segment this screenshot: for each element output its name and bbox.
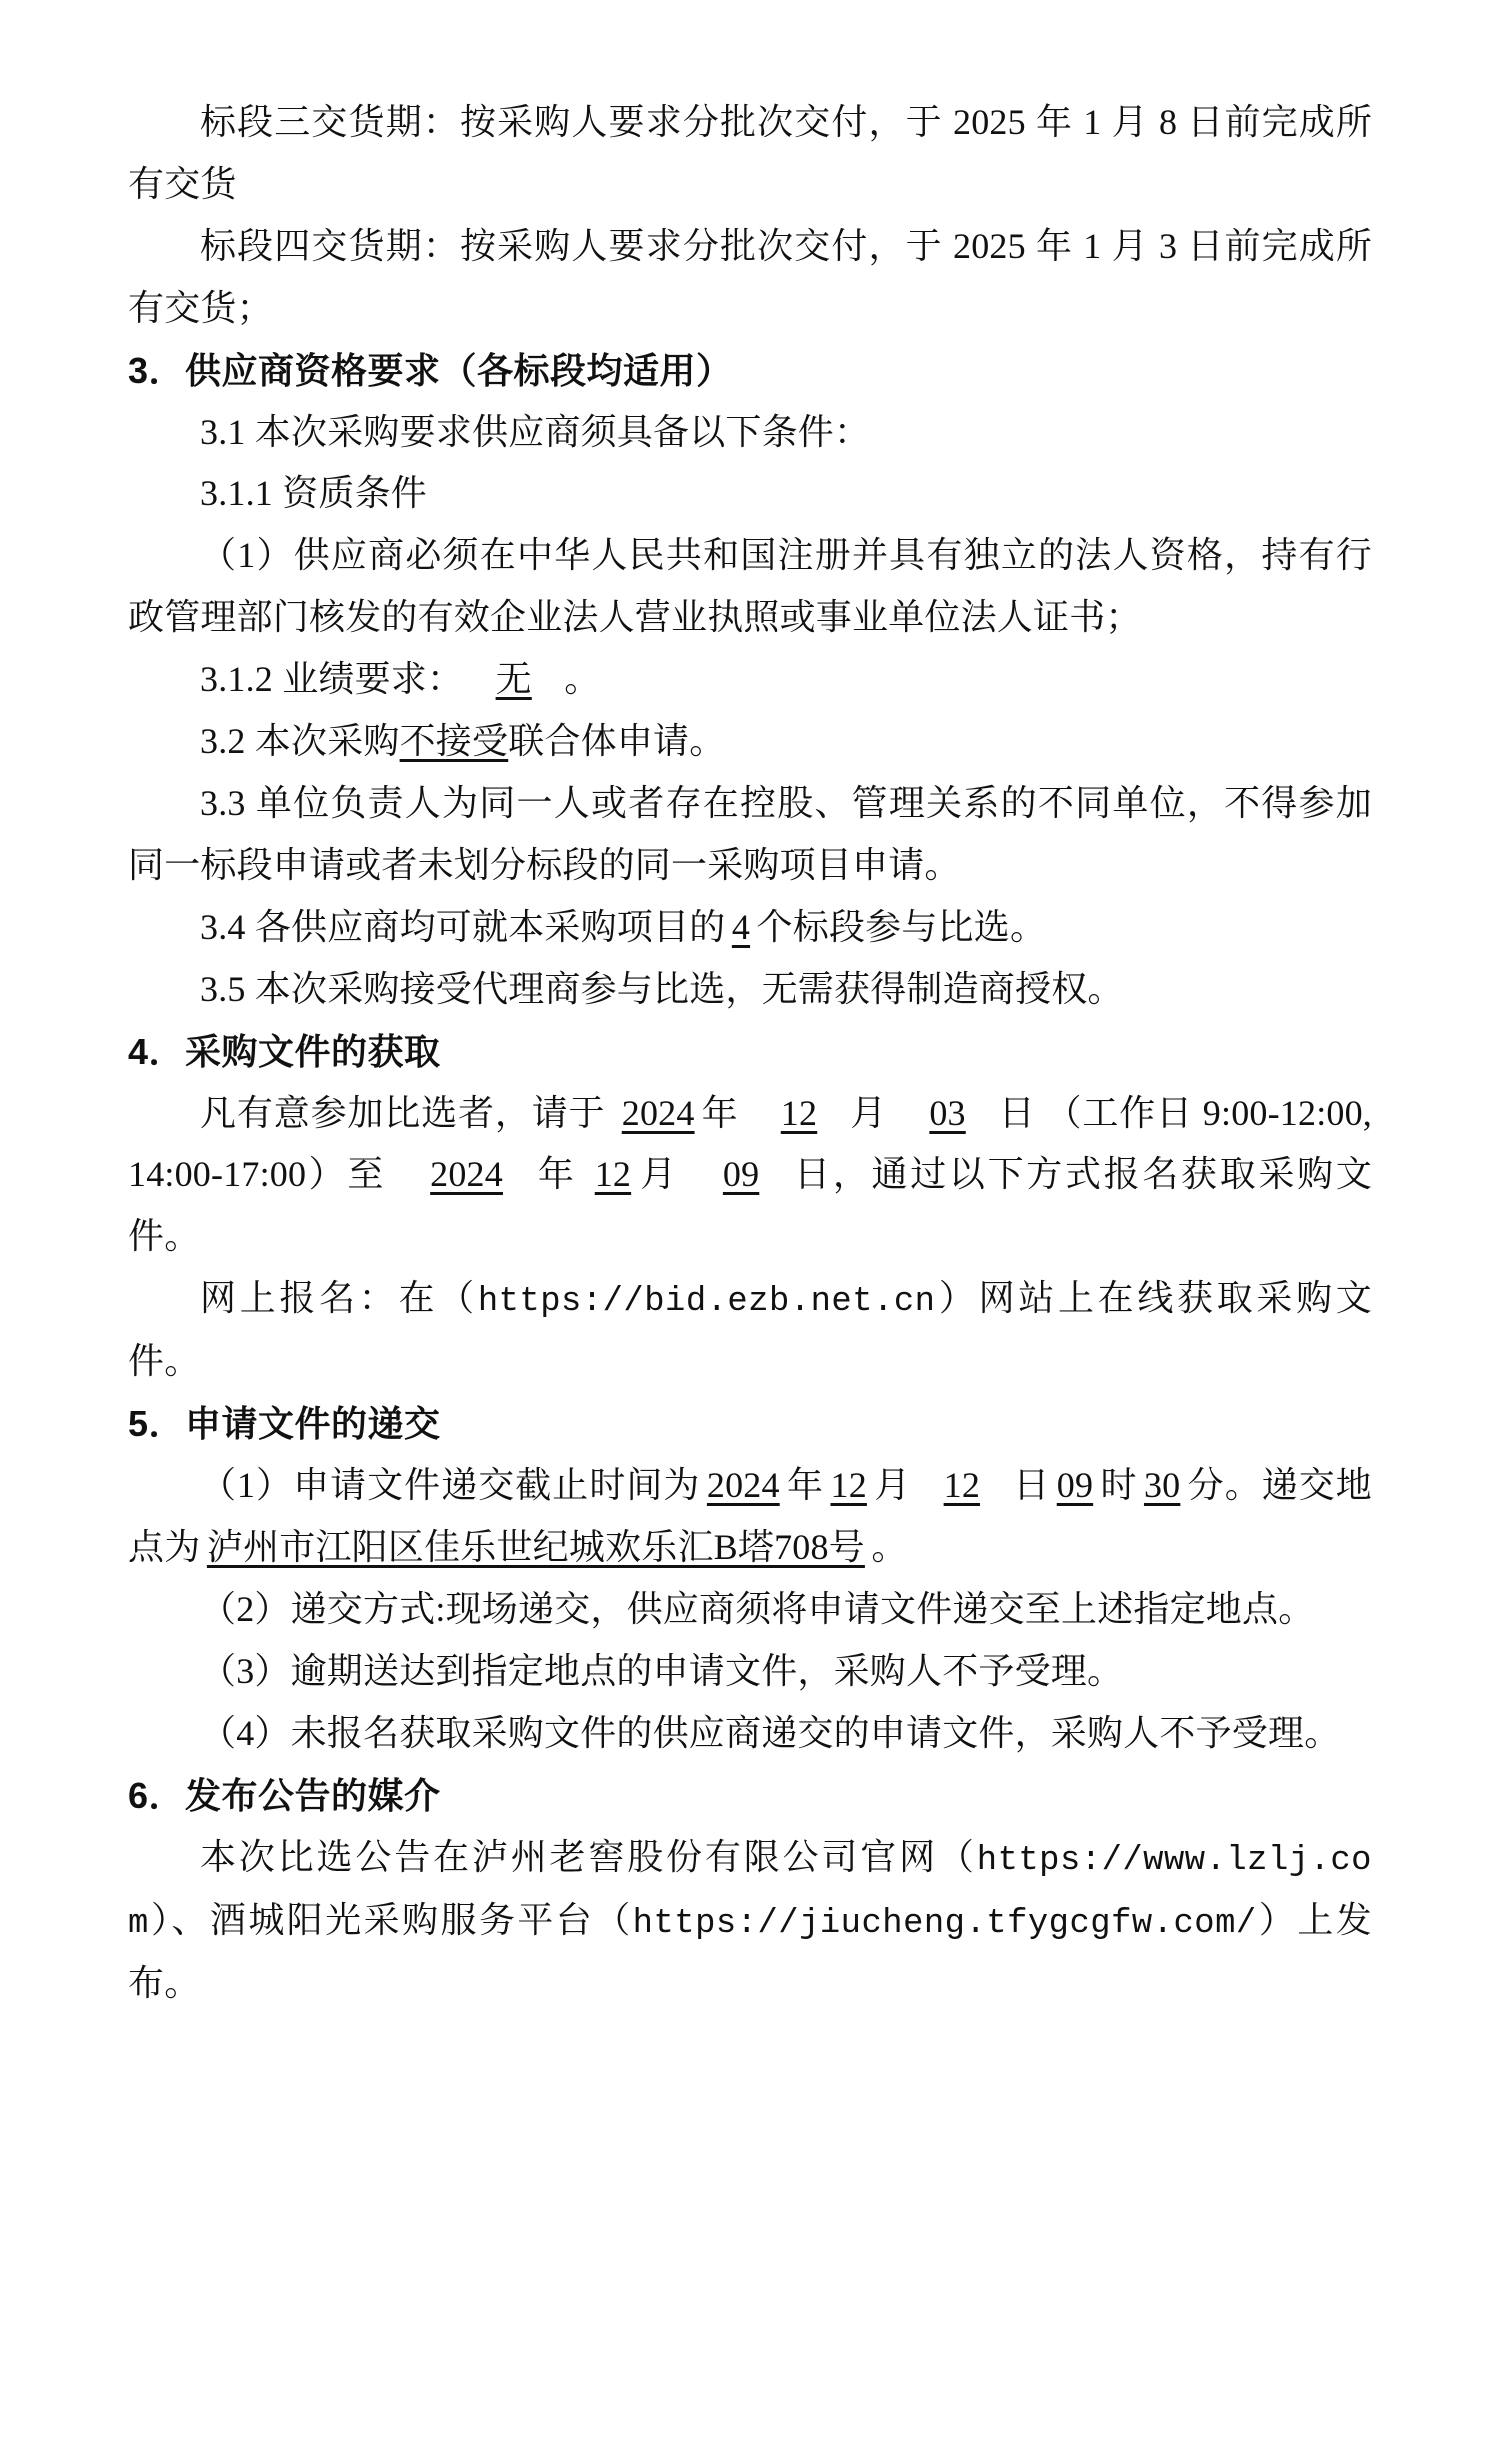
section-3-5-paragraph: 3.5 本次采购接受代理商参与比选，无需获得制造商授权。 <box>200 968 1124 1009</box>
submission-deadline-year: 2024 <box>706 1465 780 1506</box>
section-4-end-year: 2024 <box>430 1154 503 1195</box>
delivery-lot4-prefix: 标段四交货期：按采购人要求分批次交付，于 <box>200 225 943 266</box>
section-5-item-3-paragraph: （3）逾期送达到指定地点的申请文件，采购人不予受理。 <box>200 1650 1124 1691</box>
section-3-1-1-paragraph: 3.1.1 资质条件 <box>200 473 428 514</box>
section-5-item-1-end: 。 <box>871 1527 908 1568</box>
section-3-2-prefix: 3.2 本次采购 <box>200 721 400 762</box>
section-4-end-year-unit: 年 <box>535 1154 577 1195</box>
delivery-lot3-year-unit: 年 <box>1035 102 1074 142</box>
section-3-1-2-paragraph <box>128 649 1372 711</box>
section-4-start-year: 2024 <box>621 1092 695 1133</box>
delivery-lot4-month-unit: 月 <box>1111 225 1149 266</box>
section-6-body-suffix: ）上发布。 <box>128 1899 1372 2004</box>
section-4-acquisition-paragraph <box>128 1083 1372 1269</box>
section-3-4-lot-count: 4 <box>731 906 751 947</box>
document-body <box>128 92 1372 2015</box>
delivery-lot3-block <box>128 92 1372 216</box>
delivery-lot3-year: 2025 <box>953 102 1026 142</box>
delivery-lot3-paragraph <box>128 92 1372 216</box>
procurement-platform-url[interactable]: https://jiucheng.tfygcgfw.com/ <box>632 1904 1257 1943</box>
section-6-body-paragraph <box>128 1827 1372 2015</box>
section-4-end-month-unit: 月 <box>637 1154 679 1195</box>
section-3-1-2-label: 3.1.2 业绩要求： <box>200 659 464 700</box>
delivery-lot4-suffix: 前完成所有交货； <box>128 225 1373 328</box>
section-4-start-month-unit: 月 <box>849 1092 888 1133</box>
delivery-lot4-month: 1 <box>1083 225 1102 266</box>
section-4-start-day-unit: 日 <box>998 1092 1036 1133</box>
section-4-online-registration-paragraph <box>128 1268 1372 1393</box>
section-5-item-4-paragraph: （4）未报名获取采购文件的供应商递交的申请文件，采购人不予受理。 <box>200 1712 1341 1753</box>
section-3-heading: 3．供应商资格要求（各标段均适用） <box>128 349 733 391</box>
submission-deadline-day: 12 <box>943 1465 981 1506</box>
delivery-lot4-day: 3 <box>1158 225 1178 266</box>
submission-deadline-year-unit: 年 <box>786 1465 825 1506</box>
section-3-4-prefix: 3.4 各供应商均可就本采购项目的 <box>200 906 726 947</box>
delivery-lot3-day: 8 <box>1158 102 1178 142</box>
delivery-lot3-month: 1 <box>1083 102 1102 142</box>
delivery-lot3-day-unit: 日 <box>1187 102 1225 142</box>
registration-url[interactable]: https://bid.ezb.net.cn <box>477 1283 936 1322</box>
section-3-1-paragraph: 3.1 本次采购要求供应商须具备以下条件： <box>200 411 871 452</box>
section-4-online-registration-prefix: 网上报名：在（ <box>200 1278 478 1319</box>
section-3-1-1-item-1-paragraph: （1）供应商必须在中华人民共和国注册并具有独立的法人资格，持有行政管理部门核发的有效企业法人营业执照或事业单位法人证书； <box>128 535 1372 638</box>
section-4-working-hours: （工作日 9:00-12:00,14:00-17:00）至 <box>128 1092 1373 1195</box>
section-3-4-paragraph <box>128 897 1372 959</box>
submission-deadline-month: 12 <box>830 1465 867 1506</box>
delivery-lot3-suffix: 前完成所有交货 <box>128 102 1373 204</box>
section-6-heading: 6．发布公告的媒介 <box>128 1774 441 1816</box>
section-4-heading: 4．采购文件的获取 <box>128 1030 441 1072</box>
section-4-online-registration-suffix: ）网站上在线获取采购文件。 <box>128 1278 1373 1382</box>
delivery-lot4-block <box>128 216 1372 340</box>
section-3-2-underlined-term: 不接受 <box>399 721 509 762</box>
delivery-lot4-day-unit: 日 <box>1187 225 1225 266</box>
section-4-start-day: 03 <box>929 1092 966 1133</box>
submission-deadline-hour-unit: 时 <box>1099 1465 1138 1506</box>
company-website-url[interactable]: https://www.lzlj.com <box>128 1841 1372 1943</box>
section-3-1-2-end: 。 <box>564 659 601 700</box>
section-5-item-1-middle: 。递交地点为 <box>128 1465 1372 1568</box>
submission-deadline-day-unit: 日 <box>1012 1465 1051 1506</box>
submission-deadline-hour: 09 <box>1056 1465 1094 1506</box>
section-3-3-paragraph: 3.3 单位负责人为同一人或者存在控股、管理关系的不同单位，不得参加同一标段申请或者未划分标段的同一采购项目申请。 <box>128 782 1372 885</box>
delivery-lot4-year-unit: 年 <box>1035 225 1074 266</box>
submission-deadline-month-unit: 月 <box>873 1465 912 1506</box>
submission-deadline-minute-unit: 分 <box>1186 1465 1225 1506</box>
delivery-lot4-paragraph <box>128 216 1372 340</box>
section-5-item-2-paragraph: （2）递交方式:现场递交，供应商须将申请文件递交至上述指定地点。 <box>200 1589 1315 1630</box>
section-4-end-month: 12 <box>594 1154 632 1195</box>
delivery-lot3-prefix: 标段三交货期：按采购人要求分批次交付，于 <box>200 102 943 142</box>
section-3-2-suffix: 联合体申请。 <box>508 721 726 762</box>
section-3-1-2-value: 无 <box>495 659 532 700</box>
submission-address: 泸州市江阳区佳乐世纪城欢乐汇B塔708号 <box>206 1527 865 1568</box>
delivery-lot3-month-unit: 月 <box>1111 102 1149 142</box>
section-4-tail: 日，通过以下方式报名获取采购文件。 <box>128 1154 1373 1257</box>
section-6-body-prefix: 本次比选公告在泸州老窖股份有限公司官网（ <box>200 1836 977 1877</box>
submission-deadline-minute: 30 <box>1143 1465 1181 1506</box>
section-4-end-day: 09 <box>722 1154 760 1195</box>
section-4-start-month: 12 <box>780 1092 818 1133</box>
section-5-item-1-paragraph <box>128 1455 1372 1579</box>
section-5-item-1-prefix: （1）申请文件递交截止时间为 <box>200 1465 701 1506</box>
delivery-lot4-year: 2025 <box>953 225 1026 266</box>
section-3-4-suffix: 个标段参与比选。 <box>756 906 1047 947</box>
section-6-body-middle: ）、酒城阳光采购服务平台（ <box>148 1899 633 1940</box>
section-3-2-paragraph <box>128 711 1372 773</box>
section-4-start-year-unit: 年 <box>701 1092 739 1133</box>
section-5-heading: 5．申请文件的递交 <box>128 1403 441 1445</box>
section-4-lead: 凡有意参加比选者，请于 <box>200 1092 606 1133</box>
